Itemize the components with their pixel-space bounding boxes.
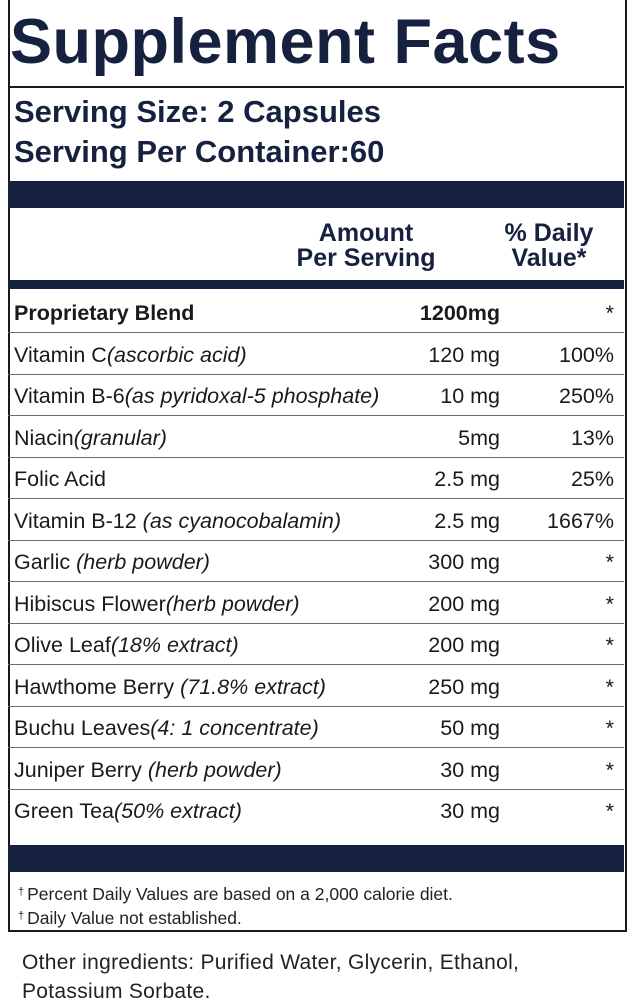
serving-size: Serving Size: 2 Capsules xyxy=(14,94,381,129)
amount-header-line1: Amount xyxy=(318,219,414,247)
table-row xyxy=(8,624,624,665)
ingredient-label: Folic Acid xyxy=(14,467,107,491)
amount-per-serving: 2.5 mg xyxy=(434,467,500,491)
ingredient-note: (ascorbic acid) xyxy=(106,342,247,367)
ingredient-name xyxy=(14,384,379,409)
daily-value: * xyxy=(605,757,614,782)
ingredient-note: (herb powder) xyxy=(165,591,300,616)
ingredient-label: Green Tea xyxy=(14,799,115,823)
daily-value-column-header xyxy=(490,221,608,271)
ingredient-label: Buchu Leaves xyxy=(14,716,151,740)
ingredient-label: Proprietary Blend xyxy=(14,301,195,325)
daily-value: * xyxy=(605,674,614,699)
bottom-thick-bar xyxy=(8,845,624,872)
ingredient-name xyxy=(14,799,242,824)
amount-per-serving: 5mg xyxy=(458,425,500,450)
amount-per-serving: 30 mg xyxy=(440,799,500,823)
ingredient-name xyxy=(14,758,282,783)
amount-per-serving: 200 mg xyxy=(428,633,500,657)
daily-value: 100% xyxy=(559,342,614,367)
ingredient-note: (18% extract) xyxy=(110,633,239,657)
footnote-line2: Daily Value not established. xyxy=(27,908,242,928)
daily-value: * xyxy=(605,799,614,823)
amount-per-serving: 10 mg xyxy=(440,384,500,408)
daily-value: 13% xyxy=(570,425,614,450)
other-ingredients: Other ingredients: Purified Water, Glycerin, Ethanol, Potassium Sorbate. xyxy=(22,951,520,1003)
table-row xyxy=(8,666,624,707)
amount-per-serving: 2.5 mg xyxy=(434,508,500,533)
ingredient-note: (as pyridoxal-5 phosphate) xyxy=(124,384,380,408)
table-row xyxy=(8,334,624,375)
daily-value: * xyxy=(605,716,614,740)
table-row xyxy=(8,458,624,499)
ingredient-label: Olive Leaf xyxy=(14,633,111,657)
amount-per-serving: 300 mg xyxy=(428,550,500,574)
ingredient-name xyxy=(14,426,167,451)
ingredient-label: Vitamin B-6 xyxy=(14,384,125,408)
servings-per-container: Serving Per Container:60 xyxy=(14,134,385,169)
table-row xyxy=(8,749,624,790)
table-row xyxy=(8,417,624,458)
ingredient-name xyxy=(14,343,247,368)
footnote-line1: Percent Daily Values are based on a 2,000 calorie diet. xyxy=(27,884,453,904)
daily-value: 250% xyxy=(559,384,614,408)
ingredient-note: (herb powder) xyxy=(147,757,282,782)
table-row xyxy=(8,583,624,624)
ingredient-label: Niacin xyxy=(14,425,74,450)
dv-header-line2: Value* xyxy=(511,244,587,272)
table-row xyxy=(8,375,624,416)
table-row xyxy=(8,707,624,748)
footnote-marker: † xyxy=(18,910,25,922)
ingredient-label: Hibiscus Flower xyxy=(14,591,166,616)
ingredient-name xyxy=(14,675,326,700)
ingredient-label: Juniper Berry xyxy=(14,757,148,782)
header-thick-rule xyxy=(8,280,624,289)
daily-value: 25% xyxy=(570,467,614,491)
amount-per-serving: 120 mg xyxy=(428,342,500,367)
top-thick-bar xyxy=(8,181,624,208)
amount-per-serving: 200 mg xyxy=(428,591,500,616)
footnote-marker: † xyxy=(18,886,25,898)
amount-per-serving: 1200mg xyxy=(419,301,500,325)
table-row xyxy=(8,500,624,541)
daily-value: * xyxy=(605,301,614,325)
ingredient-note: (71.8% extract) xyxy=(180,674,326,699)
ingredient-note: (granular) xyxy=(73,425,167,450)
ingredient-label: Hawthome Berry xyxy=(14,674,181,699)
amount-column-header xyxy=(282,221,450,271)
table-row xyxy=(8,790,624,831)
amount-per-serving: 50 mg xyxy=(440,716,500,740)
amount-per-serving: 30 mg xyxy=(440,757,500,782)
ingredient-name xyxy=(14,509,341,534)
ingredient-name xyxy=(14,301,194,326)
ingredient-name xyxy=(14,592,300,617)
footnote-not-established xyxy=(18,908,242,929)
ingredient-note: (as cyanocobalamin) xyxy=(142,508,342,533)
dv-header-line1: % Daily xyxy=(504,219,594,247)
ingredient-name xyxy=(14,467,106,492)
ingredient-note: (4: 1 concentrate) xyxy=(150,716,319,740)
amount-header-line2: Per Serving xyxy=(296,244,436,272)
ingredient-name xyxy=(14,550,210,575)
daily-value: * xyxy=(605,550,614,574)
footnote-daily-values xyxy=(18,884,453,905)
ingredient-note: (herb powder) xyxy=(76,550,210,574)
title-divider xyxy=(8,86,624,88)
page-title: Supplement Facts xyxy=(10,7,561,77)
ingredient-name xyxy=(14,716,319,741)
table-row xyxy=(8,292,624,333)
amount-per-serving: 250 mg xyxy=(428,674,500,699)
ingredient-note: (50% extract) xyxy=(114,799,242,823)
ingredient-label: Vitamin C xyxy=(14,342,107,367)
ingredient-label: Garlic xyxy=(14,550,77,574)
daily-value: 1667% xyxy=(547,508,614,533)
ingredient-name xyxy=(14,633,239,658)
daily-value: * xyxy=(605,591,614,616)
daily-value: * xyxy=(605,633,614,657)
table-row xyxy=(8,541,624,582)
ingredient-label: Vitamin B-12 xyxy=(14,508,143,533)
